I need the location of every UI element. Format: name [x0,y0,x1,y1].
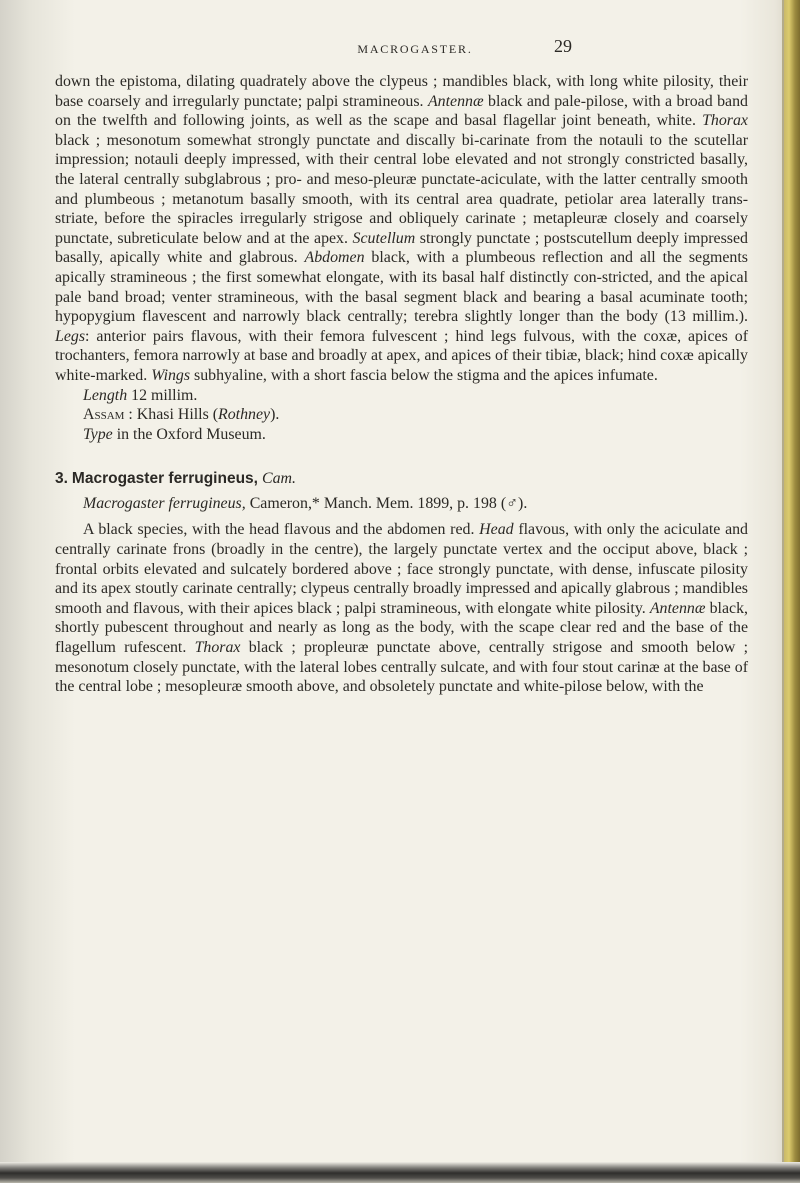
synonymy-line [83,494,748,514]
species-author: Cam. [261,470,296,488]
description-text: black ; propleuræ punctate above, centrally strigose and smooth below ; mesonotum closely punctate, with the lateral lobes centrally sulcate, and with four stout carinæ at the base of the central lobe ; mesopleuræ smooth above, and obsoletely punctate and white-pilose below, with the [55,639,748,696]
description-text: A black species, with the head flavous and the abdomen red. [83,521,475,539]
binding-shadow [782,0,784,1183]
page-binding-edge [784,0,800,1183]
species-description [55,520,748,696]
bottom-scan-edge [0,1162,800,1183]
scutellum-label: Scutellum [352,229,416,247]
description-text: subhyaline, with a short fascia below the stigma and the apices infumate. [190,366,658,384]
description-text: : anterior pairs flavous, with their femora fulvescent ; hind legs fulvous, with the coxæ, apices of trochanters, femora narrowly at base and broadly at apex, and apices of their tibiæ, black; hind coxæ apically white-marked. [55,327,748,384]
species-name: Macrogaster ferrugineus, [71,470,258,488]
species-heading [55,469,748,489]
length-label: Length [83,386,128,404]
length-line [83,386,748,406]
description-text: black, shortly pubescent throughout and nearly as long as the body, with the scape clear red and the base of the flagellum rufescent. [55,599,748,657]
continuation-paragraph [55,72,748,444]
locality-value: : Khasi Hills ( [124,406,219,424]
collector-name: Rothney [218,406,271,424]
length-value: 12 millim. [127,386,198,404]
description-text: strongly punctate ; postscutellum deeply impressed basally, apically white and glabrous. [55,229,748,267]
thorax-label: Thorax [702,112,748,130]
page-body [55,72,748,697]
wings-label: Wings [151,366,191,384]
type-line [83,425,748,445]
locality-label: Assam [83,406,125,424]
locality-line [83,405,748,425]
species-number: 3. [55,470,68,488]
description-text: black, with a plumbeous reflection and all the segments apically stramineous ; the first somewhat elongate, with its basal half distinctly con-stricted, and the apical pale band broad; venter stramineous, with the basal segment black and bearing a basal acuminate tooth; hypopygium flavescent and narrowly black centrally; terebra slightly longer than the body (13 millim.). [55,249,748,326]
type-value: in the Oxford Museum. [112,425,266,443]
description-text: down the epistoma, dilating quadrately above the clypeus ; mandibles black, with long white pilosity, their base coarsely and irregularly punctate; palpi stramineous. [55,73,748,110]
type-label: Type [83,425,113,443]
antennae-label: Antennæ [427,92,484,110]
head-label: Head [479,521,514,539]
running-head: MACROGASTER. [357,42,473,56]
locality-close: ). [270,406,280,424]
synonym-reference: Cameron,* Manch. Mem. 1899, p. 198 (♂). [245,494,528,512]
description-text: flavous, with only the aciculate and centrally carinate frons (broadly in the centre), the largely punctate vertex and the occiput above, black ; frontal orbits elevated and sulcately bordered above ; face strongly punctate, with dense, infuscate pilosity and its apex stoutly carinate centrally; clypeus centrally broadly impressed and apically glabrous ; mandibles smooth and flavous, with their apices black ; palpi stramineous, with elongate white pilosity. [55,521,749,617]
abdomen-label: Abdomen [304,249,365,267]
description-text: black and pale-pilose, with a broad band on the twelfth and following joints, as well as the scape and basal flagellar joint beneath, white. [55,92,748,130]
antennae-label: Antennæ [649,599,706,617]
legs-label: Legs [55,327,86,345]
description-text: black ; mesonotum somewhat strongly punctate and discally bi-carinate from the notauli to the scutellar impression; notauli deeply impressed, with their central lobe elevated and not strongly constricted basally, the lateral centrally subglabrous ; pro- and meso-pleuræ punctate-aciculate, with the latter centrally smooth and plumbeous ; metanotum basally smooth, with its central area quadrate, petiolar area laterally trans-striate, before the spiracles irregularly strigose and obliquely carinate ; metapleuræ closely and coarsely punctate, subreticulate below and at the apex. [55,131,748,247]
synonym-name: Macrogaster ferrugineus, [83,494,246,512]
thorax-label: Thorax [194,639,241,657]
page-number: 29 [554,36,572,56]
